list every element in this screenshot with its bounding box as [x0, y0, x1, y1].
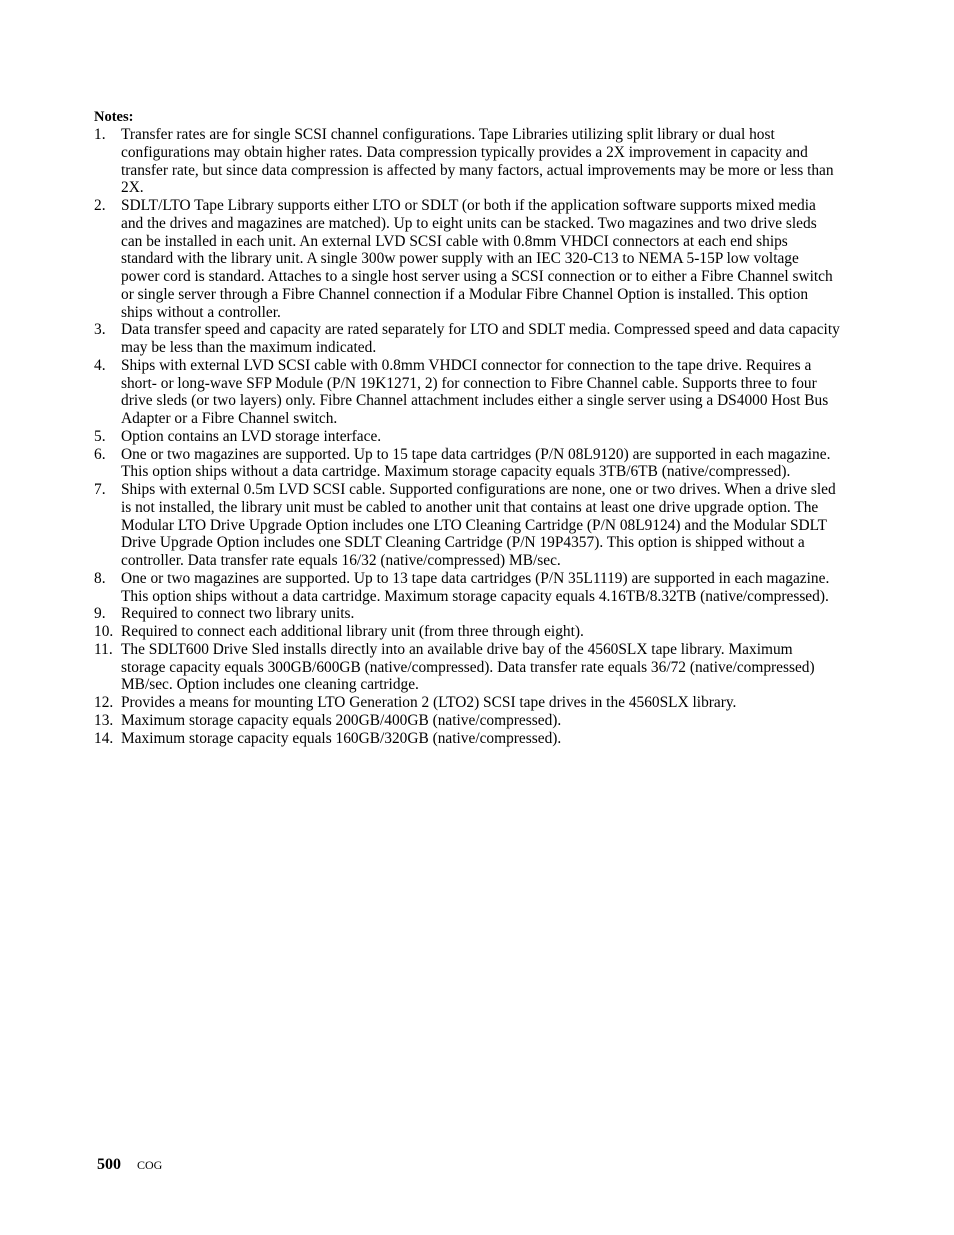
note-number: 7. — [94, 481, 106, 498]
note-item — [94, 321, 840, 357]
page-footer — [97, 1156, 162, 1174]
note-number: 1. — [94, 126, 106, 143]
note-item — [94, 694, 840, 712]
note-number: 2. — [94, 197, 106, 214]
note-text: Ships with external LVD SCSI cable with 0.8mm VHDCI connector for connection to the tape drive. Requires a short- or long-wave SFP Module (P/N 19K1271, 2) for connection to Fibre Channel cable. Supports three to four drive sleds (or two layers) only. Fibre Channel attachment includes either a single server using a DS4000 Host Bus Adapter or a Fibre Channel switch. — [121, 356, 829, 427]
note-text: One or two magazines are supported. Up to 15 tape data cartridges (P/N 08L9120) are supported in each magazine. This option ships without a data cartridge. Maximum storage capacity equals 3TB/6TB (native/compressed). — [121, 445, 831, 481]
note-text: The SDLT600 Drive Sled installs directly into an available drive bay of the 4560SLX tape library. Maximum storage capacity equals 300GB/600GB (native/compressed). Data transfer rate equals 36/72 (native/compressed) MB/sec. Option includes one cleaning cartridge. — [121, 640, 815, 694]
note-item — [94, 481, 840, 570]
note-text: Option contains an LVD storage interface. — [121, 427, 382, 445]
notes-heading: Notes: — [94, 109, 134, 125]
note-item — [94, 641, 840, 694]
note-number: 12. — [94, 694, 114, 711]
note-number: 9. — [94, 605, 106, 623]
document-code: COG — [137, 1158, 163, 1172]
note-text: Ships with external 0.5m LVD SCSI cable. Supported configurations are none, one or two drives. When a drive sled is not installed, the library unit must be cabled to another unit that contains at least one drive upgrade option. The Modular LTO Drive Upgrade Option includes one LTO Cleaning Cartridge (P/N 08L9124) and the Modular SDLT Drive Upgrade Option includes one SDLT Cleaning Cartridge (P/N 19P4357). This option is shipped without a controller. Data transfer rate equals 16/32 (native/compressed) MB/sec. — [121, 481, 836, 569]
note-item — [94, 446, 840, 482]
note-text: Provides a means for mounting LTO Generation 2 (LTO2) SCSI tape drives in the 4560SLX library. — [121, 694, 737, 711]
note-number: 10. — [94, 623, 114, 640]
notes-list — [94, 126, 840, 747]
note-number: 3. — [94, 321, 106, 339]
note-text: Required to connect two library units. — [121, 605, 355, 623]
note-number: 14. — [94, 729, 114, 747]
note-text: SDLT/LTO Tape Library supports either LTO or SDLT (or both if the application software supports mixed media and the drives and magazines are matched). Up to eight units can be stacked. Two magazines and two drive sleds can be installed in each unit. An external LVD SCSI cable with 0.8mm VHDCI connectors at each end ships standard with the library unit. A single 300w power supply with an IEC 320-C13 to NEMA 5-15P low voltage power cord is standard. Attaches to a single host server using a SCSI connection or to either a Fibre Channel switch or single server through a Fibre Channel connection if a Modular Fibre Channel Option is installed. This option ships without a controller. — [121, 197, 833, 321]
notes-section — [94, 108, 840, 747]
page-number: 500 — [97, 1156, 121, 1173]
note-number: 6. — [94, 445, 106, 463]
note-text: Maximum storage capacity equals 160GB/320GB (native/compressed). — [121, 729, 562, 747]
note-text: Required to connect each additional library unit (from three through eight). — [121, 623, 584, 640]
note-item — [94, 428, 840, 446]
note-text: Data transfer speed and capacity are rated separately for LTO and SDLT media. Compressed speed and data capacity may be less than the maximum indicated. — [121, 321, 840, 356]
note-item — [94, 730, 840, 748]
note-text: Transfer rates are for single SCSI channel configurations. Tape Libraries utilizing split library or dual host configurations may obtain higher rates. Data compression typically provides a 2X improvement in capacity and transfer rate, but since data compression is affected by many factors, actual improvements may be more or less than 2X. — [121, 126, 834, 197]
note-number: 5. — [94, 427, 106, 445]
note-number: 4. — [94, 356, 106, 374]
note-text: One or two magazines are supported. Up to 13 tape data cartridges (P/N 35L1119) are supported in each magazine. This option ships without a data cartridge. Maximum storage capacity equals 4.16TB/8.32TB (native/compressed). — [121, 569, 830, 605]
note-number: 8. — [94, 569, 106, 587]
note-number: 13. — [94, 711, 114, 729]
note-item — [94, 712, 840, 730]
note-item — [94, 357, 840, 428]
note-text: Maximum storage capacity equals 200GB/400GB (native/compressed). — [121, 711, 562, 729]
note-item — [94, 605, 840, 623]
note-item — [94, 197, 840, 321]
note-item — [94, 126, 840, 197]
note-number: 11. — [94, 640, 113, 658]
note-item — [94, 623, 840, 641]
note-item — [94, 570, 840, 606]
